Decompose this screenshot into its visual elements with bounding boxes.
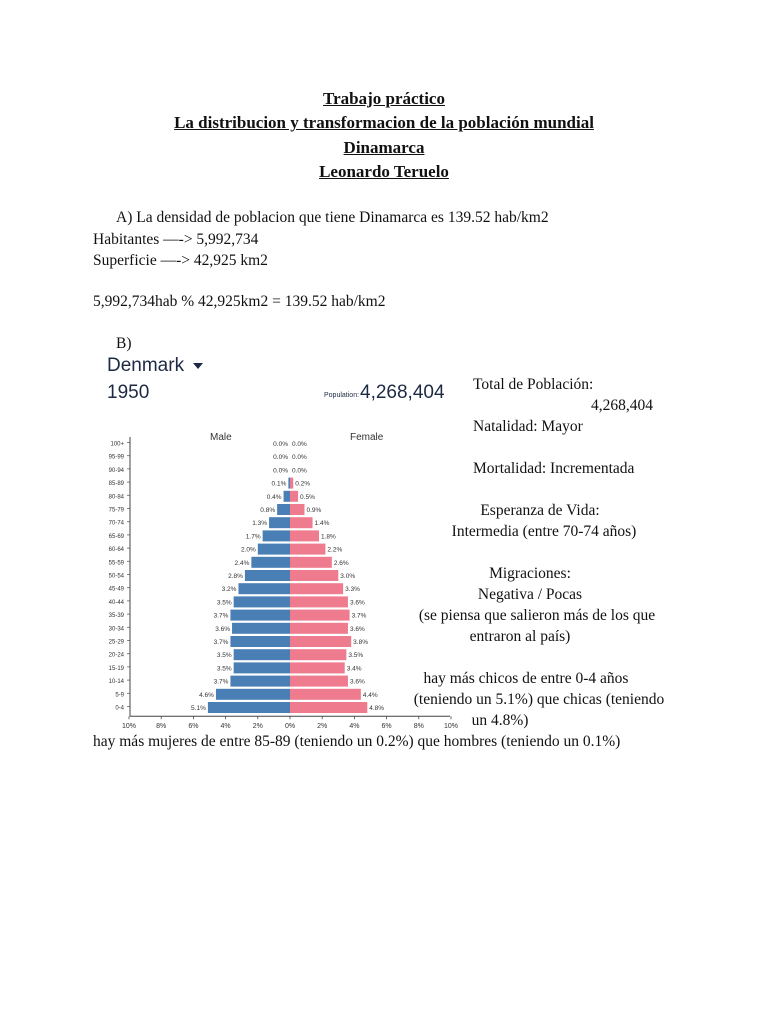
male-bar: [251, 557, 290, 568]
female-bar: [290, 557, 332, 568]
male-value-label: 1.3%: [252, 520, 268, 528]
age-group-label: 75-79: [108, 507, 124, 514]
female-bar: [290, 636, 351, 647]
age-group-label: 20-24: [108, 652, 124, 659]
female-bar: [290, 478, 293, 489]
age-group-label: 15-19: [108, 665, 124, 672]
section-a-inhabitants: Habitantes —-> 5,992,734: [93, 231, 259, 248]
female-bar: [290, 544, 325, 555]
male-value-label: 2.4%: [234, 559, 250, 567]
female-bar: [290, 504, 304, 515]
female-value-label: 3.6%: [349, 678, 365, 686]
female-value-label: 3.8%: [353, 639, 369, 646]
male-legend-label: Male: [210, 432, 232, 443]
x-tick-label: 4%: [349, 723, 360, 731]
x-tick-label: 10%: [121, 723, 137, 731]
male-value-label: 3.5%: [216, 652, 232, 660]
male-bar: [288, 478, 290, 489]
female-value-label: 1.8%: [320, 533, 336, 541]
male-bar: [245, 570, 290, 581]
male-bar: [230, 676, 290, 687]
male-bar: [216, 689, 290, 700]
age-group-label: 70-74: [108, 520, 124, 527]
age-group-label: 85-89: [108, 481, 124, 488]
age-group-label: 0-4: [115, 705, 124, 712]
x-tick-label: 8%: [156, 723, 167, 731]
age-group-label: 65-69: [108, 533, 124, 540]
chicos-note-3: un 4.8%): [471, 712, 529, 729]
female-bar: [290, 676, 348, 687]
female-legend-label: Female: [350, 432, 384, 443]
female-value-label: 0.5%: [300, 493, 315, 501]
age-group-label: 35-39: [108, 613, 124, 620]
country-selector[interactable]: [107, 355, 203, 377]
female-value-label: 0.9%: [306, 507, 322, 514]
section-a-formula: 5,992,734hab % 42,925km2 = 139.52 hab/km2: [93, 293, 386, 310]
x-tick-label: 2%: [317, 723, 328, 731]
year-label: 1950: [107, 382, 150, 403]
x-tick-label: 0%: [284, 723, 296, 731]
female-value-label: 4.8%: [369, 705, 385, 712]
male-bar: [277, 504, 290, 515]
x-tick-label: 8%: [413, 723, 424, 731]
female-value-label: 2.2%: [327, 546, 343, 554]
male-bar: [269, 517, 290, 528]
age-group-label: 5-9: [115, 692, 124, 699]
female-bar: [290, 570, 338, 581]
age-group-label: 100+: [110, 441, 124, 448]
total-population-value: 4,268,404: [591, 397, 653, 414]
female-bar: [290, 649, 346, 660]
male-value-label: 3.5%: [216, 599, 232, 607]
x-tick-label: 2%: [252, 723, 263, 731]
female-value-label: 3.4%: [346, 665, 362, 673]
total-population-label: Total de Población:: [473, 376, 594, 393]
age-group-label: 80-84: [108, 494, 124, 501]
age-group-label: 55-59: [108, 560, 124, 567]
male-bar: [230, 636, 290, 647]
male-value-label: 3.2%: [221, 586, 237, 594]
doc-subtitle: La distribucion y transformacion de la población mundial: [174, 113, 594, 132]
male-bar: [230, 610, 290, 621]
male-value-label: 3.7%: [213, 612, 229, 620]
age-group-label: 45-49: [108, 586, 124, 593]
female-value-label: 3.3%: [345, 586, 360, 594]
female-value-label: 0.0%: [292, 441, 307, 448]
male-value-label: 0.0%: [273, 454, 288, 462]
female-bar: [290, 583, 343, 594]
male-bar: [234, 662, 290, 673]
x-tick-label: 10%: [443, 723, 459, 731]
chicos-note-2: (teniendo un 5.1%) que chicas (teniendo: [413, 691, 665, 708]
female-value-label: 4.4%: [362, 691, 378, 699]
section-a-density: A) La densidad de poblacion que tiene Dinamarca es 139.52 hab/km2: [116, 209, 549, 226]
migraciones-value: Negativa / Pocas: [477, 586, 583, 603]
male-value-label: 5.1%: [191, 705, 206, 712]
age-group-label: 25-29: [108, 639, 124, 646]
male-value-label: 0.1%: [271, 480, 287, 488]
x-tick-label: 4%: [220, 723, 231, 731]
male-bar: [232, 623, 290, 634]
age-group-label: 95-99: [108, 454, 124, 461]
section-b-label: B): [116, 335, 132, 352]
female-bar: [290, 689, 361, 700]
chevron-down-icon: [193, 363, 203, 369]
male-bar: [238, 583, 290, 594]
esperanza-label: Esperanza de Vida:: [480, 502, 600, 519]
country-name: Denmark: [107, 355, 185, 376]
female-value-label: 3.6%: [349, 599, 365, 607]
male-value-label: 0.0%: [273, 441, 288, 448]
male-value-label: 3.7%: [213, 678, 229, 686]
female-bar: [290, 491, 298, 502]
section-a-surface: Superficie —-> 42,925 km2: [93, 252, 268, 269]
natalidad-text: Natalidad: Mayor: [473, 418, 583, 435]
migraciones-label: Migraciones:: [489, 565, 571, 582]
female-bar: [290, 662, 345, 673]
male-bar: [263, 530, 290, 541]
female-value-label: 3.7%: [351, 612, 367, 620]
female-value-label: 0.0%: [292, 454, 307, 462]
male-value-label: 3.7%: [213, 639, 229, 646]
female-value-label: 0.0%: [292, 467, 307, 475]
migraciones-note-2: entraron al país): [469, 628, 571, 645]
male-value-label: 2.8%: [228, 573, 243, 580]
female-bar: [290, 610, 350, 621]
age-group-label: 60-64: [108, 547, 124, 554]
male-value-label: 4.6%: [199, 691, 214, 699]
female-value-label: 1.4%: [314, 520, 330, 528]
population-value: 4,268,404: [360, 382, 445, 403]
male-value-label: 0.0%: [273, 467, 288, 475]
female-bar: [290, 517, 313, 528]
female-value-label: 2.6%: [333, 559, 349, 567]
male-value-label: 3.6%: [215, 625, 231, 633]
age-group-label: 40-44: [108, 599, 124, 606]
age-group-label: 30-34: [108, 626, 124, 633]
male-bar: [234, 649, 290, 660]
male-value-label: 2.0%: [240, 546, 256, 554]
x-tick-label: 6%: [188, 723, 199, 731]
age-group-label: 10-14: [108, 679, 124, 686]
male-value-label: 3.5%: [216, 665, 232, 673]
male-bar: [208, 702, 290, 713]
female-bar: [290, 596, 348, 607]
male-value-label: 0.8%: [260, 507, 276, 514]
mujeres-note: hay más mujeres de entre 85-89 (teniendo un 0.2%) que hombres (teniendo un 0.1%): [93, 733, 621, 750]
female-value-label: 3.0%: [340, 573, 356, 580]
female-bar: [290, 702, 367, 713]
male-bar: [284, 491, 290, 502]
doc-author: Leonardo Teruelo: [319, 162, 449, 181]
male-value-label: 1.7%: [245, 533, 261, 541]
male-value-label: 0.4%: [266, 493, 282, 501]
population-label: Population:: [324, 392, 360, 399]
female-value-label: 3.5%: [348, 652, 364, 660]
female-bar: [290, 623, 348, 634]
age-group-label: 90-94: [108, 467, 124, 474]
female-value-label: 3.6%: [349, 625, 365, 633]
mortalidad-text: Mortalidad: Incrementada: [473, 460, 635, 477]
male-bar: [258, 544, 290, 555]
doc-title: Trabajo práctico: [323, 89, 445, 108]
esperanza-value: Intermedia (entre 70-74 años): [451, 523, 637, 540]
x-tick-label: 6%: [381, 723, 392, 731]
chicos-note-1: hay más chicos de entre 0-4 años: [423, 670, 629, 687]
male-bar: [234, 596, 290, 607]
migraciones-note-1: (se piensa que salieron más de los que: [418, 607, 656, 624]
doc-country: Dinamarca: [343, 138, 425, 157]
age-group-label: 50-54: [108, 573, 124, 580]
female-bar: [290, 530, 319, 541]
female-value-label: 0.2%: [295, 480, 311, 488]
